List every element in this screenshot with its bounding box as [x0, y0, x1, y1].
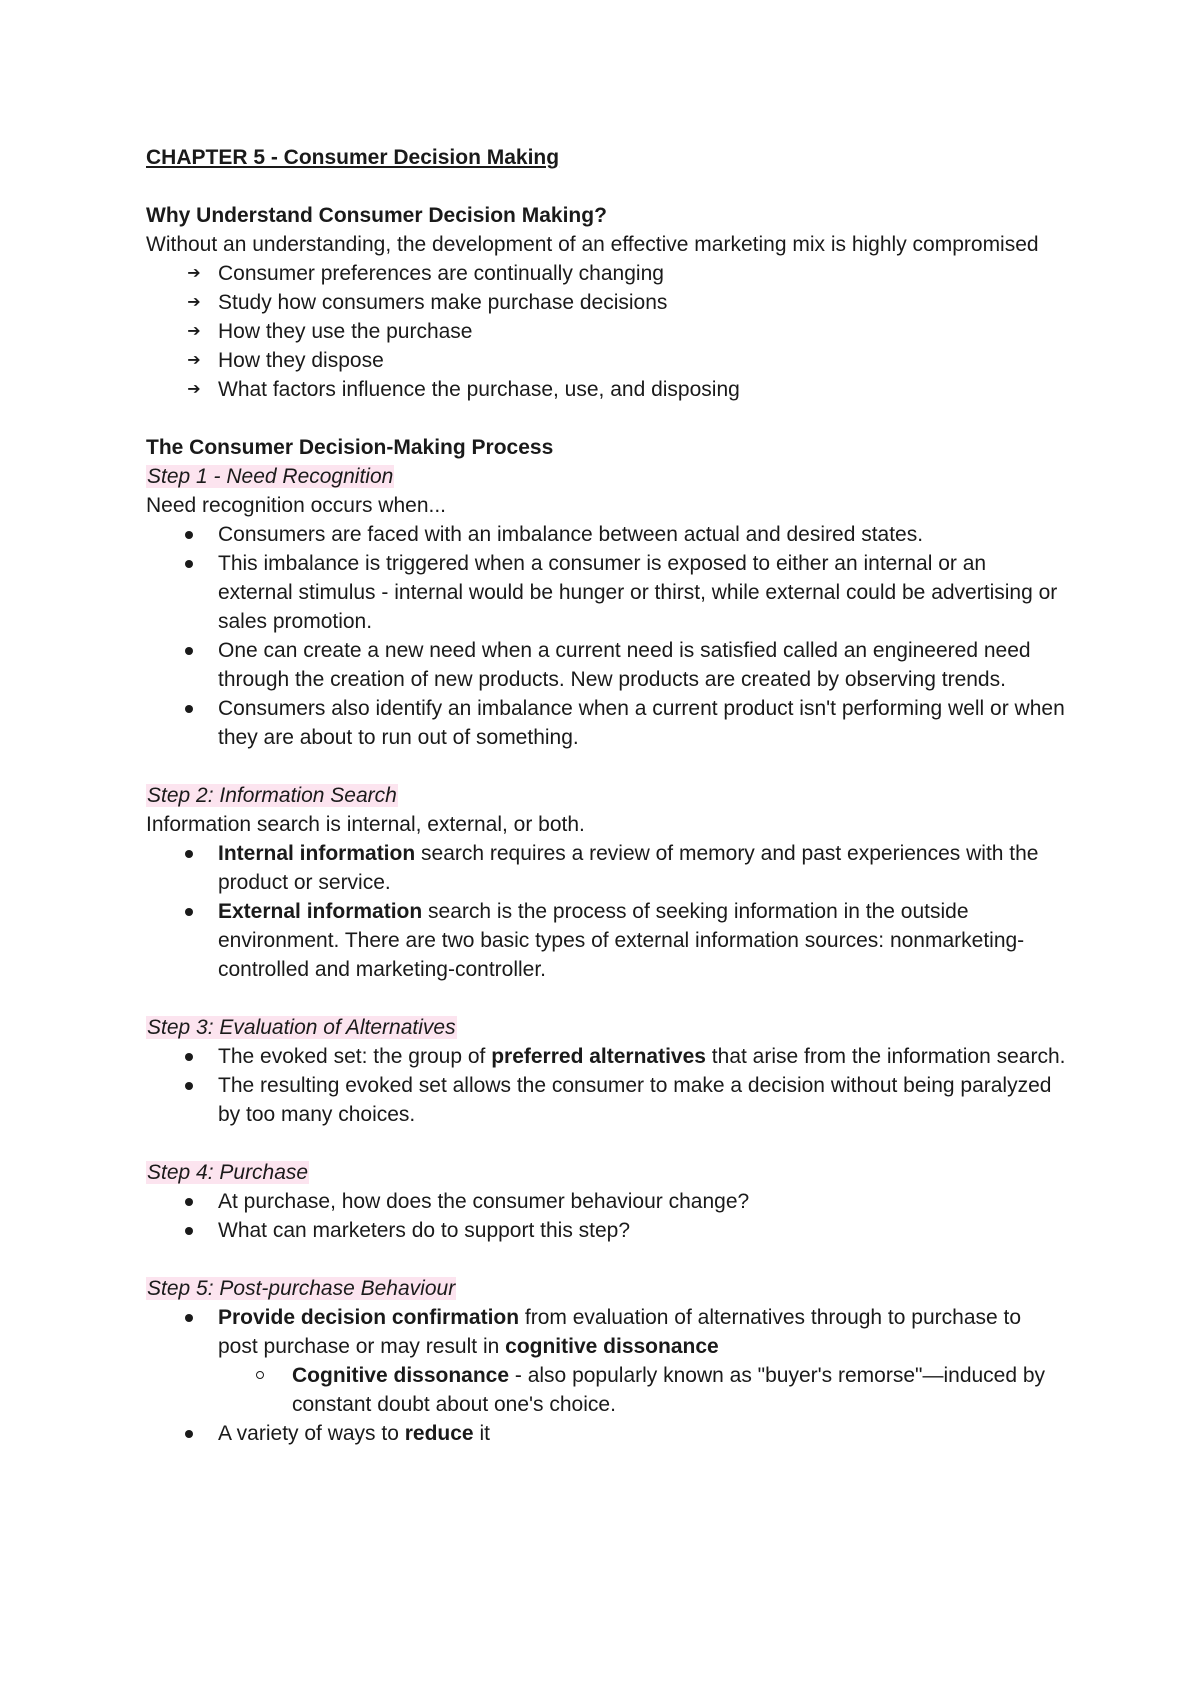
sub-list-item: Cognitive dissonance - also popularly known as "buyer's remorse"—induced by constant doubt about one's choice.: [146, 1361, 1066, 1419]
chapter-title: CHAPTER 5 - Consumer Decision Making: [146, 146, 560, 169]
list-item: A variety of ways to reduce it: [146, 1419, 1066, 1448]
step2-intro: Information search is internal, external, or both.: [146, 813, 585, 836]
bullet-icon: [185, 560, 193, 568]
list-item: One can create a new need when a current need is satisfied called an engineered need through the creation of new products. New products are created by observing trends.: [146, 636, 1066, 694]
list-item: Consumers are faced with an imbalance between actual and desired states.: [146, 520, 1066, 549]
step1-intro: Need recognition occurs when...: [146, 494, 446, 517]
bullet-icon: [185, 850, 193, 858]
list-item: Provide decision confirmation from evaluation of alternatives through to purchase to post purchase or may result in cognitive dissonance: [146, 1303, 1066, 1361]
step1-title: Step 1 - Need Recognition: [147, 465, 394, 488]
list-item: At purchase, how does the consumer behaviour change?: [146, 1187, 1066, 1216]
step4-list: [146, 1187, 1066, 1245]
list-item: ➔ Study how consumers make purchase decisions: [146, 288, 1066, 317]
arrow-icon: ➔: [187, 381, 201, 398]
step2-list: [146, 839, 1066, 984]
step3-list: [146, 1042, 1066, 1129]
list-item: This imbalance is triggered when a consumer is exposed to either an internal or an external stimulus - internal would be hunger or thirst, while external could be advertising or sales promotion.: [146, 549, 1066, 636]
step4-title: Step 4: Purchase: [147, 1161, 309, 1184]
arrow-icon: ➔: [187, 265, 201, 282]
bullet-icon: [185, 1314, 193, 1322]
bullet-icon: [185, 1082, 193, 1090]
arrow-icon: ➔: [187, 352, 201, 369]
process-heading: The Consumer Decision-Making Process: [146, 436, 554, 459]
bullet-icon: [185, 908, 193, 916]
list-item: ➔ How they dispose: [146, 346, 1066, 375]
bullet-icon: [185, 1430, 193, 1438]
list-item: External information search is the process of seeking information in the outside environment. There are two basic types of external information sources: nonmarketing-controlled and marketing-controller.: [146, 897, 1066, 984]
step2-title: Step 2: Information Search: [147, 784, 397, 807]
list-item: What can marketers do to support this step?: [146, 1216, 1066, 1245]
why-list: [146, 259, 1066, 404]
list-item: The resulting evoked set allows the consumer to make a decision without being paralyzed by too many choices.: [146, 1071, 1066, 1129]
bullet-icon: [185, 1198, 193, 1206]
hollow-bullet-icon: [256, 1371, 264, 1379]
bullet-icon: [185, 1053, 193, 1061]
bullet-icon: [185, 705, 193, 713]
step5-list: [146, 1303, 1066, 1448]
bullet-icon: [185, 1227, 193, 1235]
list-item: ➔ How they use the purchase: [146, 317, 1066, 346]
list-item: ➔ What factors influence the purchase, use, and disposing: [146, 375, 1066, 404]
arrow-icon: ➔: [187, 323, 201, 340]
list-item: ➔ Consumer preferences are continually changing: [146, 259, 1066, 288]
list-item: Internal information search requires a review of memory and past experiences with the product or service.: [146, 839, 1066, 897]
step3-title: Step 3: Evaluation of Alternatives: [147, 1016, 456, 1039]
list-item: Consumers also identify an imbalance when a current product isn't performing well or when they are about to run out of something.: [146, 694, 1066, 752]
arrow-icon: ➔: [187, 294, 201, 311]
bullet-icon: [185, 647, 193, 655]
list-item: The evoked set: the group of preferred alternatives that arise from the information search.: [146, 1042, 1066, 1071]
why-intro: Without an understanding, the development of an effective marketing mix is highly compromised: [146, 233, 1039, 256]
step1-list: [146, 520, 1066, 752]
why-heading: Why Understand Consumer Decision Making?: [146, 204, 607, 227]
document-content: [146, 143, 1066, 1448]
bullet-icon: [185, 531, 193, 539]
step5-title: Step 5: Post-purchase Behaviour: [147, 1277, 456, 1300]
